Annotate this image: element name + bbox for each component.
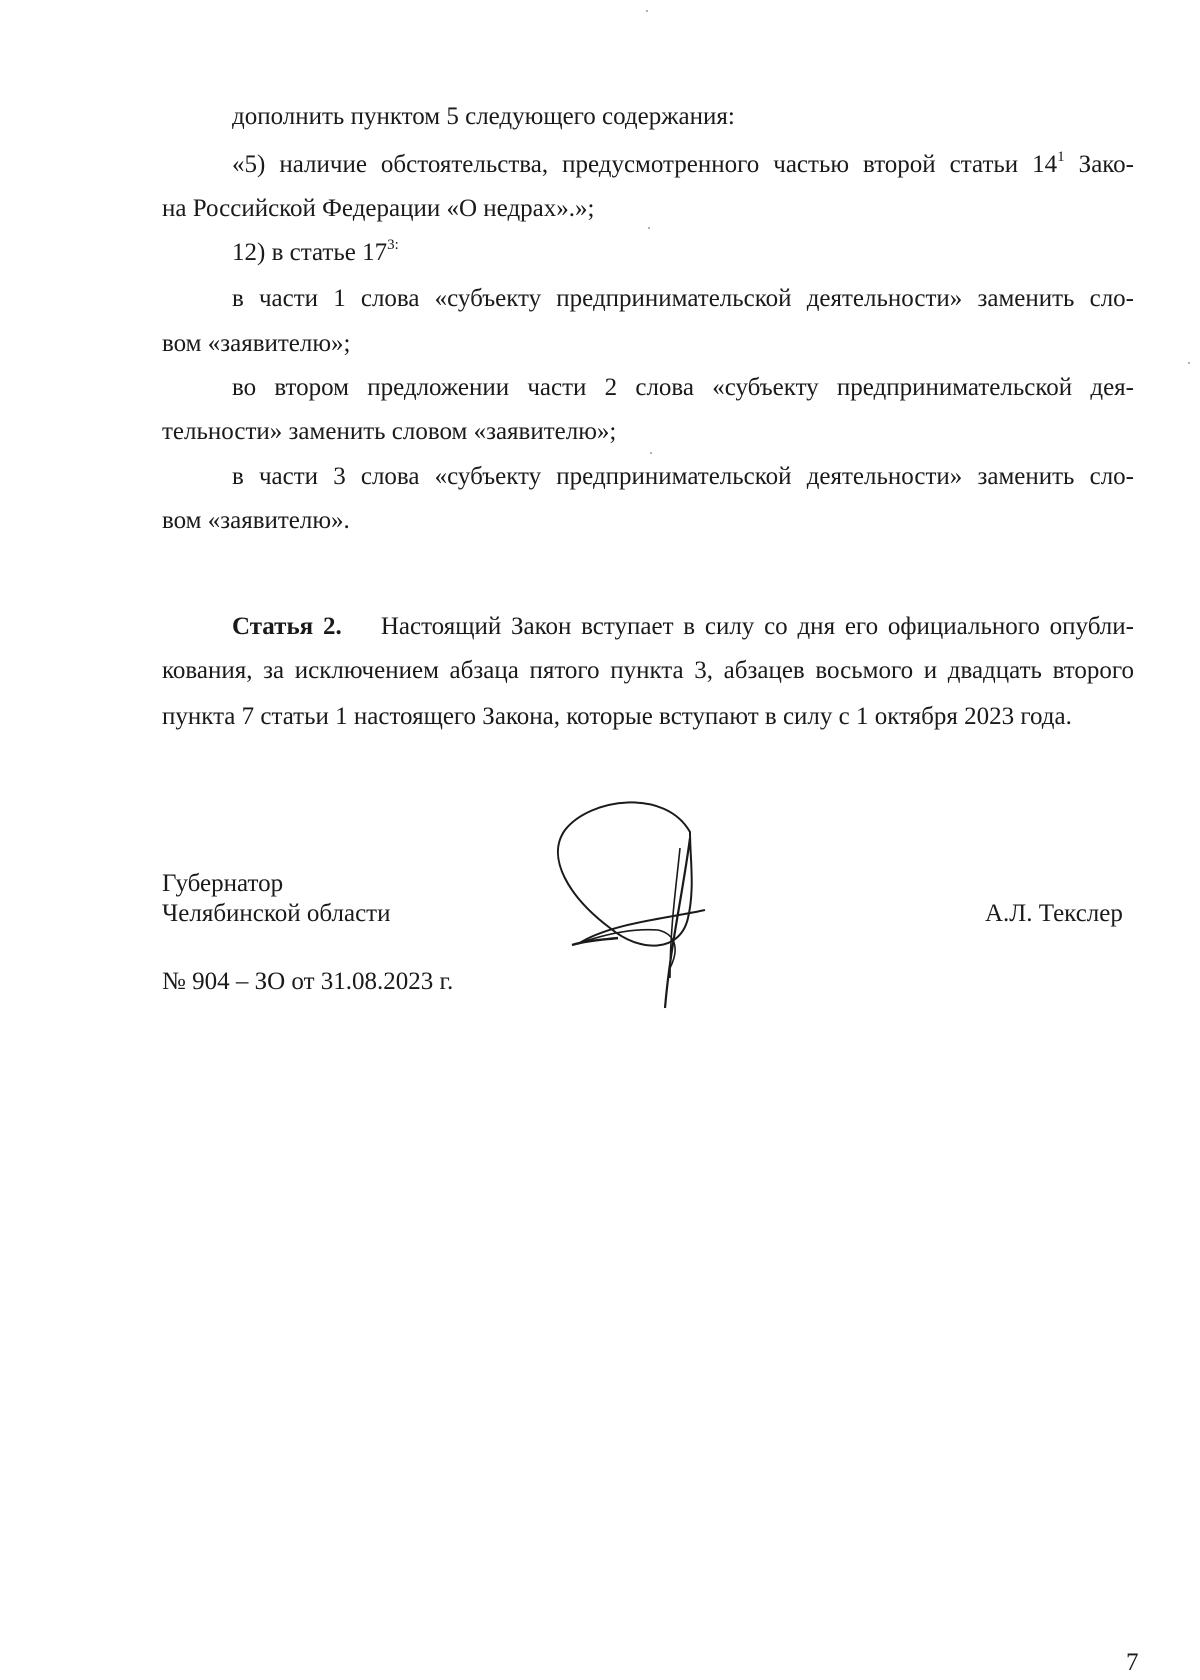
law-number-date: № 904 – ЗО от 31.08.2023 г. [162, 968, 454, 995]
superscript: 1 [1057, 148, 1065, 165]
scan-speck [1188, 362, 1190, 364]
superscript: 3: [387, 236, 399, 253]
page-number: 7 [1126, 1649, 1139, 1676]
text-line: в части 1 слова «субъекту предпринимательской деятельности» заменить сло- [232, 285, 1134, 312]
article-2-line: кования, за исключением абзаца пятого пункта 3, абзацев восьмого и двадцать второго [162, 657, 1134, 684]
text-line: в части 3 слова «субъекту предпринимательской деятельности» заменить сло- [232, 463, 1134, 490]
text-line: во втором предложении части 2 слова «субъекту предпринимательской дея- [232, 374, 1134, 401]
scan-speck [646, 10, 648, 12]
text-line: вом «заявителю». [162, 507, 350, 534]
signature-icon [530, 778, 740, 1010]
text-line: тельности» заменить словом «заявителю»; [162, 418, 617, 445]
signatory-position [162, 869, 390, 929]
article-2-line [232, 612, 1134, 642]
scan-speck [648, 227, 650, 229]
article-heading: Статья 2. [232, 613, 342, 640]
text-line: на Российской Федерации «О недрах».»; [162, 195, 595, 222]
position-title: Губернатор [162, 870, 284, 897]
text-line [232, 150, 1134, 180]
text-line: дополнить пунктом 5 следующего содержания: [232, 103, 735, 130]
signatory-name: А.Л. Текслер [985, 900, 1123, 927]
text-line: вом «заявителю»; [162, 330, 351, 357]
text-line [232, 238, 1134, 268]
position-region: Челябинской области [162, 900, 391, 927]
text-segment: Зако- [1064, 151, 1134, 178]
article-2-line: пункта 7 статьи 1 настоящего Закона, которые вступают в силу с 1 октября 2023 года. [162, 703, 1072, 730]
text-segment: «5) наличие обстоятельства, предусмотренного частью второй статьи 14 [232, 151, 1058, 178]
text-segment: Настоящий Закон вступает в силу со дня его официального опубли- [380, 613, 1134, 640]
scan-speck [650, 452, 652, 454]
text-segment: 12) в статье 17 [232, 239, 388, 266]
